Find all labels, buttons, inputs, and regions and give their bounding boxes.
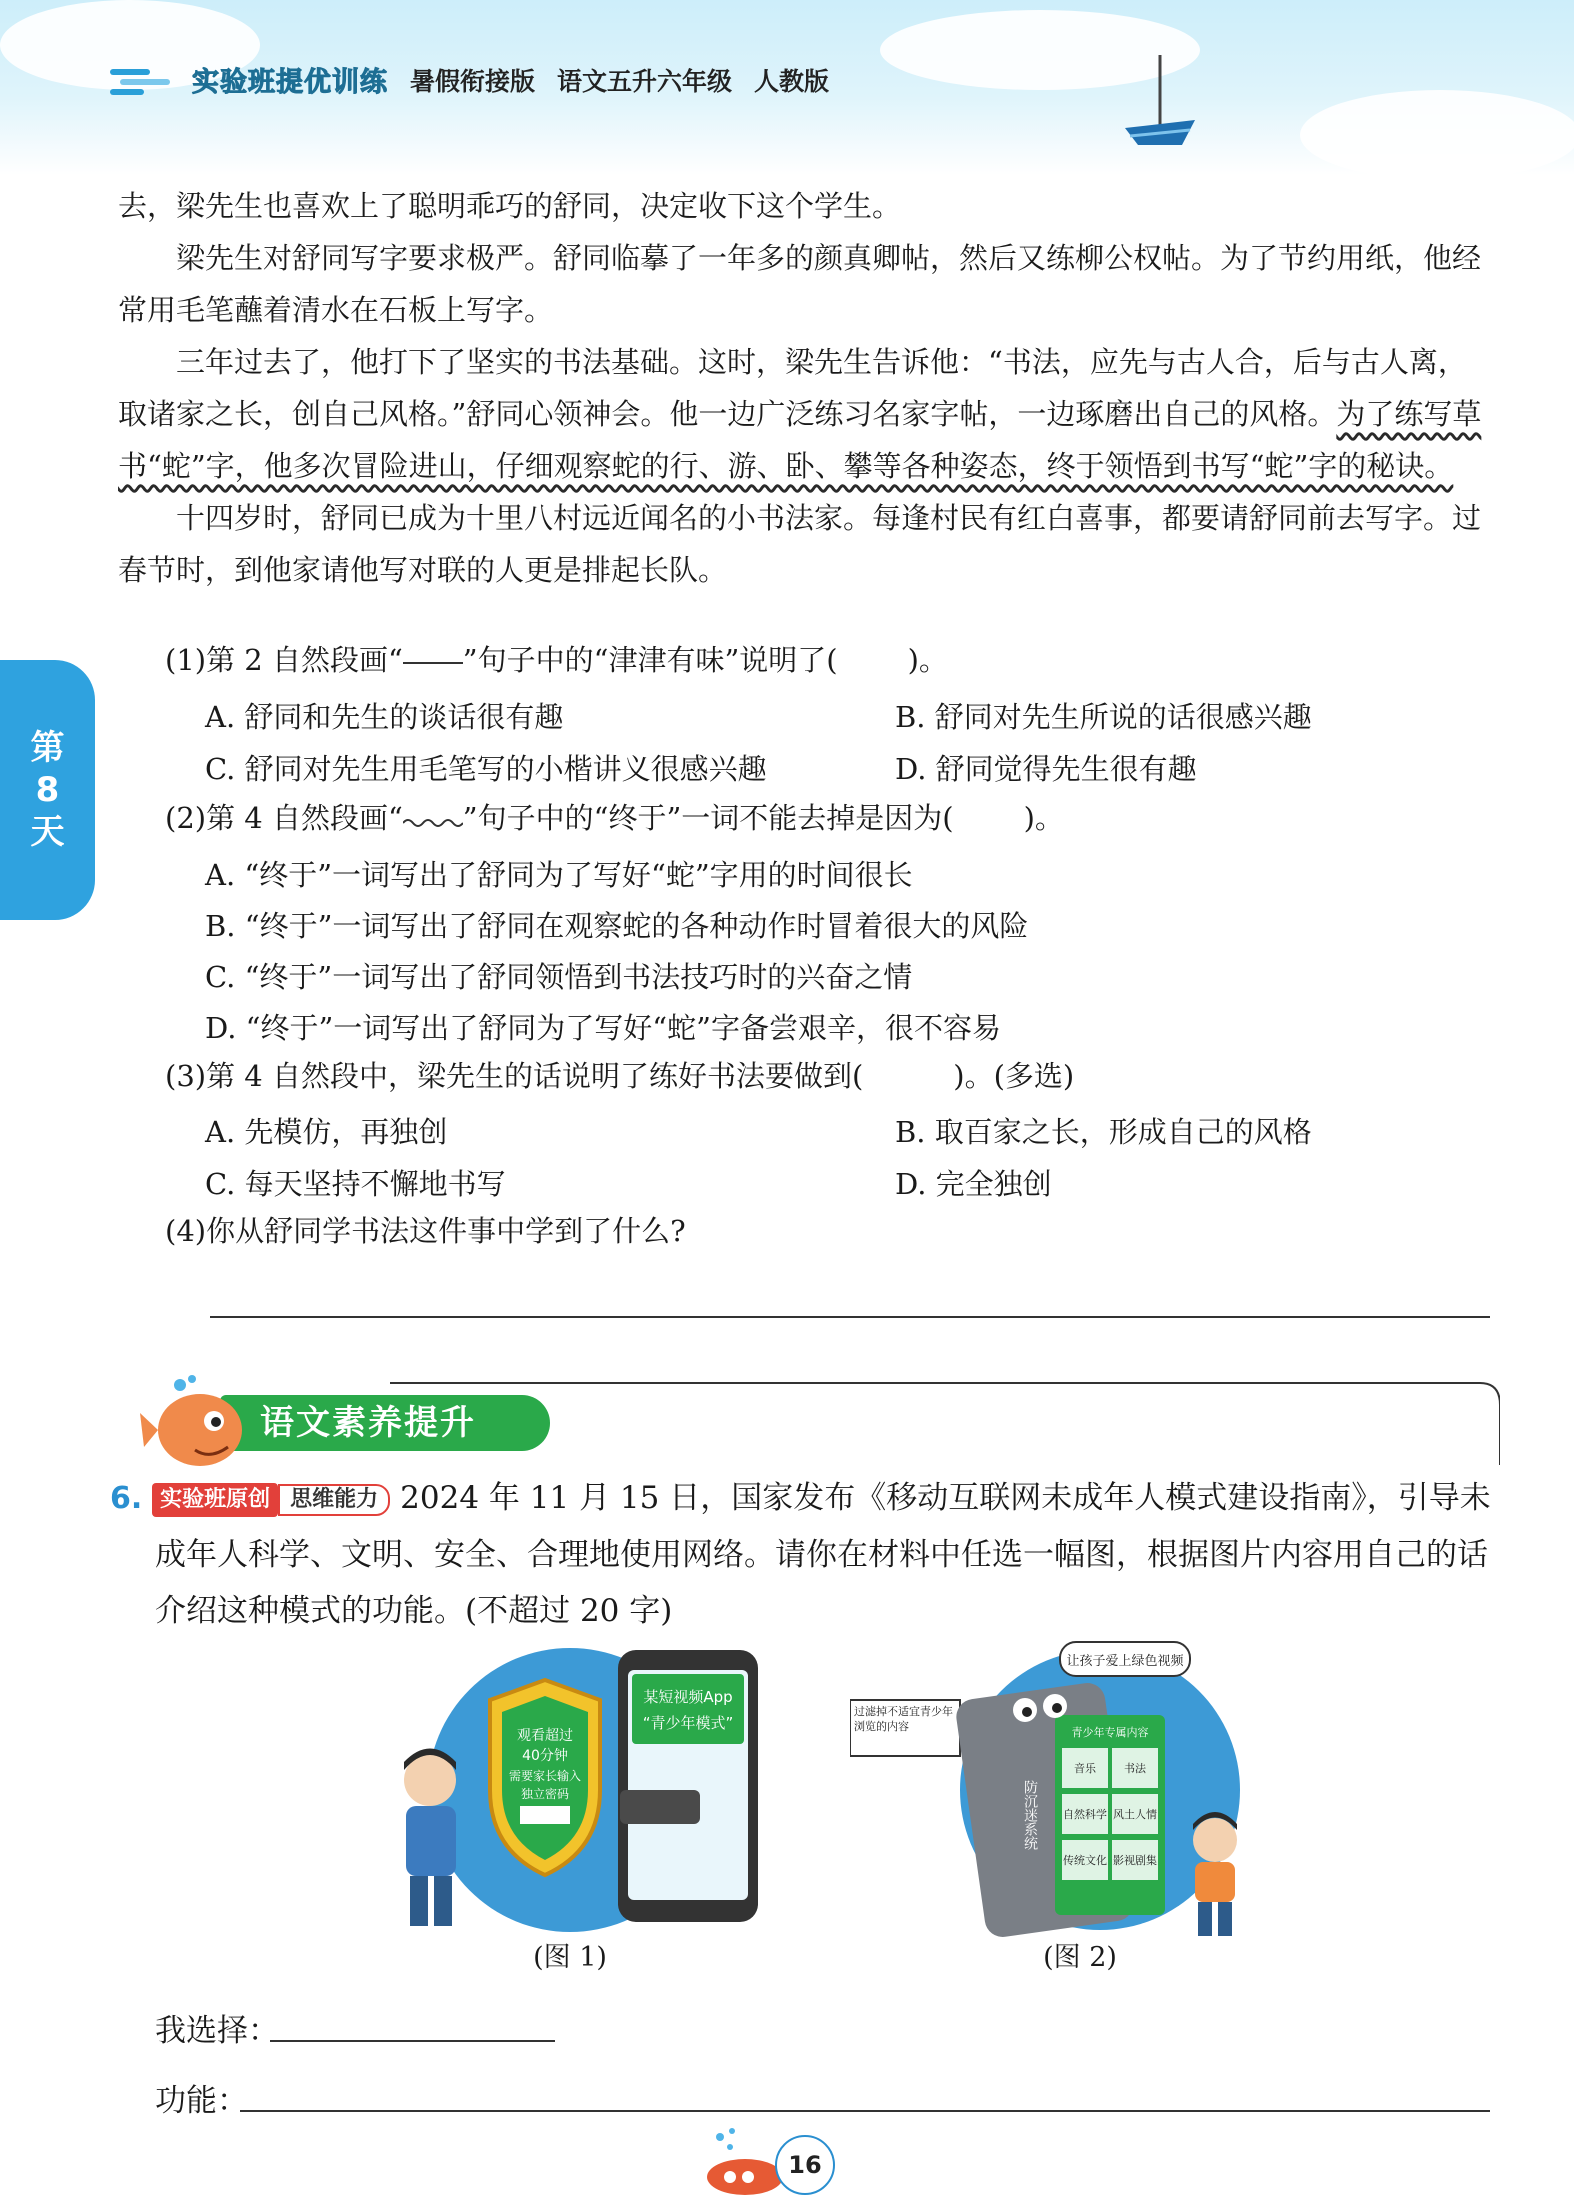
publisher-label: 人教版 [754, 66, 830, 96]
figure-2-illustration [850, 1630, 1270, 1940]
brand-logo-icon [110, 65, 170, 95]
passage-paragraph: 梁先生对舒同写字要求极严。舒同临摹了一年多的颜真卿帖，然后又练柳公权帖。为了节约用纸，他经常用毛笔蘸着清水在石板上写字。 [118, 241, 1482, 327]
q2-option-a[interactable]: A. “终于”一词写出了舒同为了写好“蛇”字用的时间很长 [205, 858, 913, 892]
passage-paragraph [118, 336, 1484, 492]
skill-tag: 思维能力 [278, 1484, 390, 1516]
day-tab [0, 660, 95, 920]
subject-label: 语文五升六年级 [557, 66, 733, 96]
page-header [0, 0, 1574, 175]
question-stem: ”句子中的“津津有味”说明了( [462, 643, 838, 677]
question-stem: )。 [1023, 801, 1064, 835]
shield-text-3: 需要家长输入 [508, 1769, 582, 1783]
header-cloud [1300, 90, 1574, 180]
function-answer-line[interactable] [240, 2110, 1490, 2112]
edition-label: 暑假衔接版 [410, 66, 536, 96]
page-number: 16 [775, 2135, 835, 2195]
question-number: 6. [110, 1481, 143, 1516]
wavy-underlined-sentence: 为了练写草书“蛇”字，他多次冒险进山，仔细观察蛇的行、游、卧、攀等各种姿态，终于领悟到书写“蛇”字的秘诀。 [118, 397, 1482, 483]
shield-text-4: 独立密码 [520, 1787, 570, 1801]
question-stem: )。(多选) [953, 1059, 1075, 1093]
phone-text-1: 某短视频App [643, 1688, 733, 1706]
passage-paragraph: 十四岁时，舒同已成为十里八村远近闻名的小书法家。每逢村民有红白喜事，都要请舒同前去写字。过春节时，到他家请他写对联的人更是排起长队。 [118, 501, 1482, 587]
figure-1-illustration [370, 1640, 790, 1940]
q3-option-d[interactable]: D. 完全独创 [895, 1167, 1052, 1201]
q1-option-d[interactable]: D. 舒同觉得先生很有趣 [895, 752, 1197, 786]
q6-text: 介绍这种模式的功能。(不超过 20 字) [155, 1593, 673, 1629]
screen-title: 青少年专属内容 [1071, 1726, 1149, 1739]
wavy-underline-marker [403, 813, 463, 827]
q3-option-b[interactable]: B. 取百家之长，形成自己的风格 [895, 1115, 1312, 1149]
question-6 [110, 1470, 1500, 1639]
q6-text: 成年人科学、文明、安全、合理地使用网络。请你在材料中任选一幅图，根据图片内容用自己的话 [155, 1537, 1488, 1573]
choose-label: 我选择： [155, 2013, 279, 2049]
content-cell: 传统文化 [1063, 1854, 1107, 1867]
content-cell: 风土人情 [1113, 1808, 1157, 1821]
q6-line-1 [110, 1470, 1500, 1527]
section-title: 语文素养提升 [220, 1395, 550, 1451]
reading-passage [118, 180, 1484, 596]
shield-text-1: 观看超过 [517, 1728, 573, 1744]
question-stem: (3)第 4 自然段中，梁先生的话说明了练好书法要做到( [165, 1059, 864, 1093]
function-label: 功能： [155, 2083, 248, 2119]
question-1 [165, 634, 1505, 686]
shield-text-2: 40分钟 [522, 1748, 568, 1764]
question-3 [165, 1050, 1505, 1102]
speech-bubble-text: 让孩子爱上绿色视频 [1066, 1654, 1184, 1669]
q6-text: 2024 年 11 月 15 日，国家发布《移动互联网未成年人模式建设指南》，引导未 [400, 1480, 1491, 1516]
section-banner [140, 1375, 1500, 1465]
passage-paragraph: 去，梁先生也喜欢上了聪明乖巧的舒同，决定收下这个学生。 [118, 189, 902, 223]
question-stem: (1)第 2 自然段画“ [165, 643, 403, 677]
choose-answer-line[interactable] [270, 2040, 555, 2042]
content-cell: 书法 [1124, 1762, 1146, 1775]
q1-option-b[interactable]: B. 舒同对先生所说的话很感兴趣 [895, 700, 1312, 734]
question-stem: ”句子中的“终于”一词不能去掉是因为( [462, 801, 954, 835]
series-brand [110, 60, 829, 99]
q2-option-b[interactable]: B. “终于”一词写出了舒同在观察蛇的各种动作时冒着很大的风险 [205, 909, 1029, 943]
question-stem: (2)第 4 自然段画“ [165, 801, 403, 835]
side-text: 防沉迷系统 [1022, 1780, 1038, 1850]
brand-name: 实验班提优训练 [192, 67, 388, 98]
sailboat-icon [1120, 50, 1200, 150]
question-4: (4)你从舒同学书法这件事中学到了什么? [165, 1214, 686, 1248]
question-stem: )。 [907, 643, 948, 677]
content-cell: 自然科学 [1063, 1808, 1107, 1821]
sign-text: 过滤掉不适宜青少年浏览的内容 [854, 1705, 953, 1733]
passage-text: 三年过去了，他打下了坚实的书法基础。这时，梁先生告诉他：“书法，应先与古人合，后与古人离，取诸家之长，创自己风格。”舒同心领神会。他一边广泛练习名家字帖，一边琢磨出自己的风格。 [118, 345, 1467, 431]
straight-underline-marker [403, 660, 463, 664]
q1-option-c[interactable]: C. 舒同对先生用毛笔写的小楷讲义很感兴趣 [205, 752, 767, 786]
figure-2-caption: (图 2) [1043, 1942, 1117, 1973]
q4-answer-line[interactable] [210, 1316, 1490, 1318]
q2-option-d[interactable]: D. “终于”一词写出了舒同为了写好“蛇”字备尝艰辛，很不容易 [205, 1011, 1001, 1045]
q2-option-c[interactable]: C. “终于”一词写出了舒同领悟到书法技巧时的兴奋之情 [205, 960, 913, 994]
figure-1-caption: (图 1) [533, 1942, 607, 1973]
day-tab-line2: 8 [35, 770, 60, 810]
phone-text-2: “青少年模式” [642, 1714, 734, 1732]
content-cell: 影视剧集 [1113, 1854, 1157, 1867]
fish-mascot-icon [140, 1375, 250, 1475]
q3-option-a[interactable]: A. 先模仿，再独创 [205, 1115, 448, 1149]
q1-option-a[interactable]: A. 舒同和先生的谈话很有趣 [205, 700, 564, 734]
day-tab-line1: 第 [30, 728, 65, 768]
q3-option-c[interactable]: C. 每天坚持不懈地书写 [205, 1167, 506, 1201]
content-cell: 音乐 [1074, 1762, 1096, 1775]
original-tag: 实验班原创 [152, 1483, 278, 1517]
day-tab-line3: 天 [30, 812, 65, 852]
question-2 [165, 792, 1505, 844]
